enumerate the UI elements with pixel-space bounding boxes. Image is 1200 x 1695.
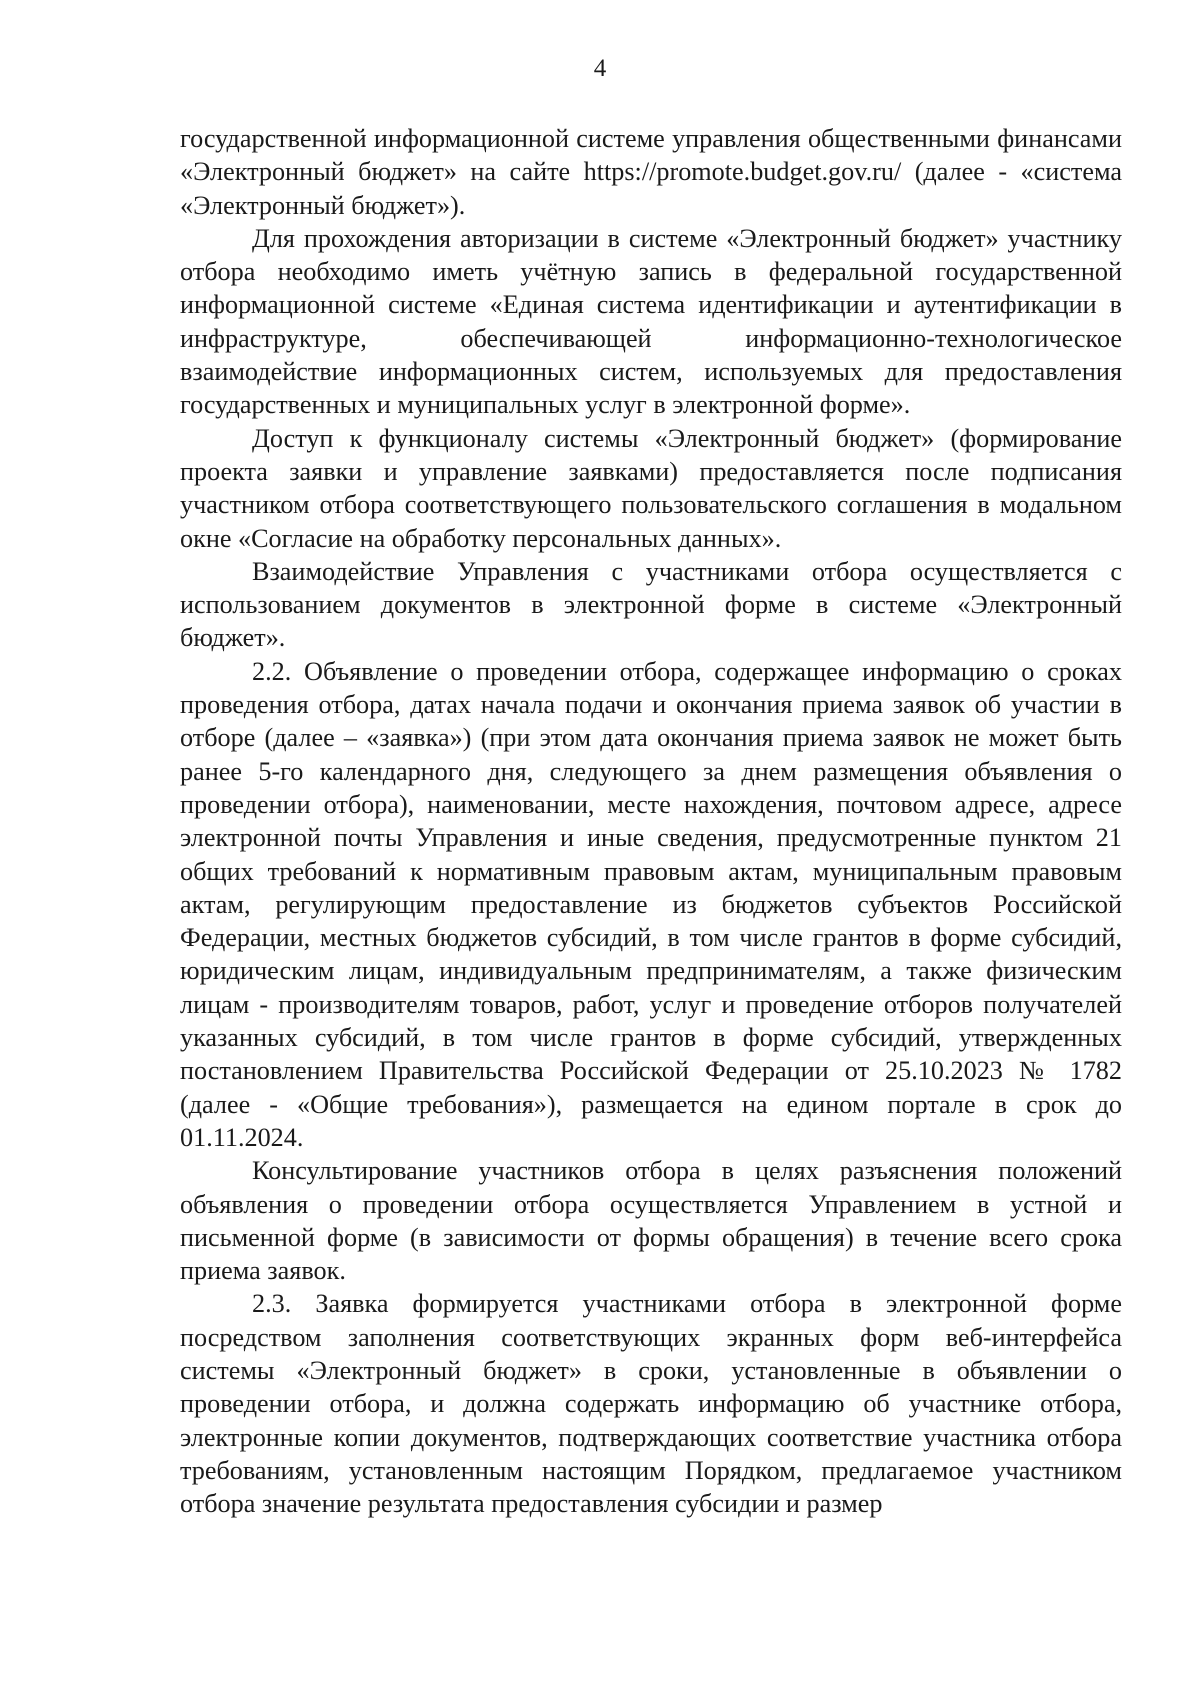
paragraph-2-3-application: 2.3. Заявка формируется участниками отбора в электронной форме посредством заполнения соответствующих экранных форм веб-интерфейса системы «Электронный бюджет» в сроки, установленные в объявлении о проведении отбора, и должна содержать информацию об участнике отбора, электронные копии документов, подтверждающих соответствие участника отбора требованиям, установленным настоящим Порядком, предлагаемое участником отбора значение результата предоставления субсидии и размер <box>180 1289 1122 1519</box>
paragraph-continuation: государственной информационной системе управления общественными финансами «Электронный бюджет» на сайте https://promote.budget.gov.ru/ (далее - «система «Электронный бюджет»). <box>180 124 1122 220</box>
paragraph-interaction: Взаимодействие Управления с участниками отбора осуществляется с использованием документов в электронной форме в системе «Электронный бюджет». <box>180 556 1122 653</box>
paragraph-2-2-announcement: 2.2. Объявление о проведении отбора, содержащее информацию о сроках проведения отбора, датах начала подачи и окончания приема заявок об участии в отборе (далее – «заявка») (при этом дата окончания приема заявок не может быть ранее 5-го календарного дня, следующего за днем размещения объявления о проведении отбора), наименовании, месте нахождения, почтовом адресе, адресе электронной почты Управления и иные сведения, предусмотренные пунктом 21 общих требований к нормативным правовым актам, муниципальным правовым актам, регулирующим предоставление из бюджетов субъектов Российской Федерации, местных бюджетов субсидий, в том числе грантов в форме субсидий, юридическим лицам, индивидуальным предпринимателям, а также физическим лицам - производителям товаров, работ, услуг и проведение отборов получателей указанных субсидий, в том числе грантов в форме субсидий, утвержденных постановлением Правительства Российской Федерации от 25.10.2023 № 1782 (далее - «Общие требования»), размещается на едином портале в срок до 01.11.2024. <box>180 656 1122 1152</box>
page-number: 4 <box>593 55 607 82</box>
paragraph-authorization: Для прохождения авторизации в системе «Электронный бюджет» участнику отбора необходимо иметь учётную запись в федеральной государственной информационной системе «Единая система идентификации и аутентификации в инфраструктуре, обеспечивающей информационно-технологическое взаимодействие информационных систем, используемых для предоставления государственных и муниципальных услуг в электронной форме». <box>180 223 1122 420</box>
paragraph-consulting: Консультирование участников отбора в целях разъяснения положений объявления о проведении отбора осуществляется Управлением в устной и письменной форме (в зависимости от формы обращения) в течение всего срока приема заявок. <box>180 1156 1122 1286</box>
document-body <box>180 122 1122 1520</box>
paragraph-access: Доступ к функционалу системы «Электронный бюджет» (формирование проекта заявки и управление заявками) предоставляется после подписания участником отбора соответствующего пользовательского соглашения в модальном окне «Согласие на обработку персональных данных». <box>180 423 1122 553</box>
